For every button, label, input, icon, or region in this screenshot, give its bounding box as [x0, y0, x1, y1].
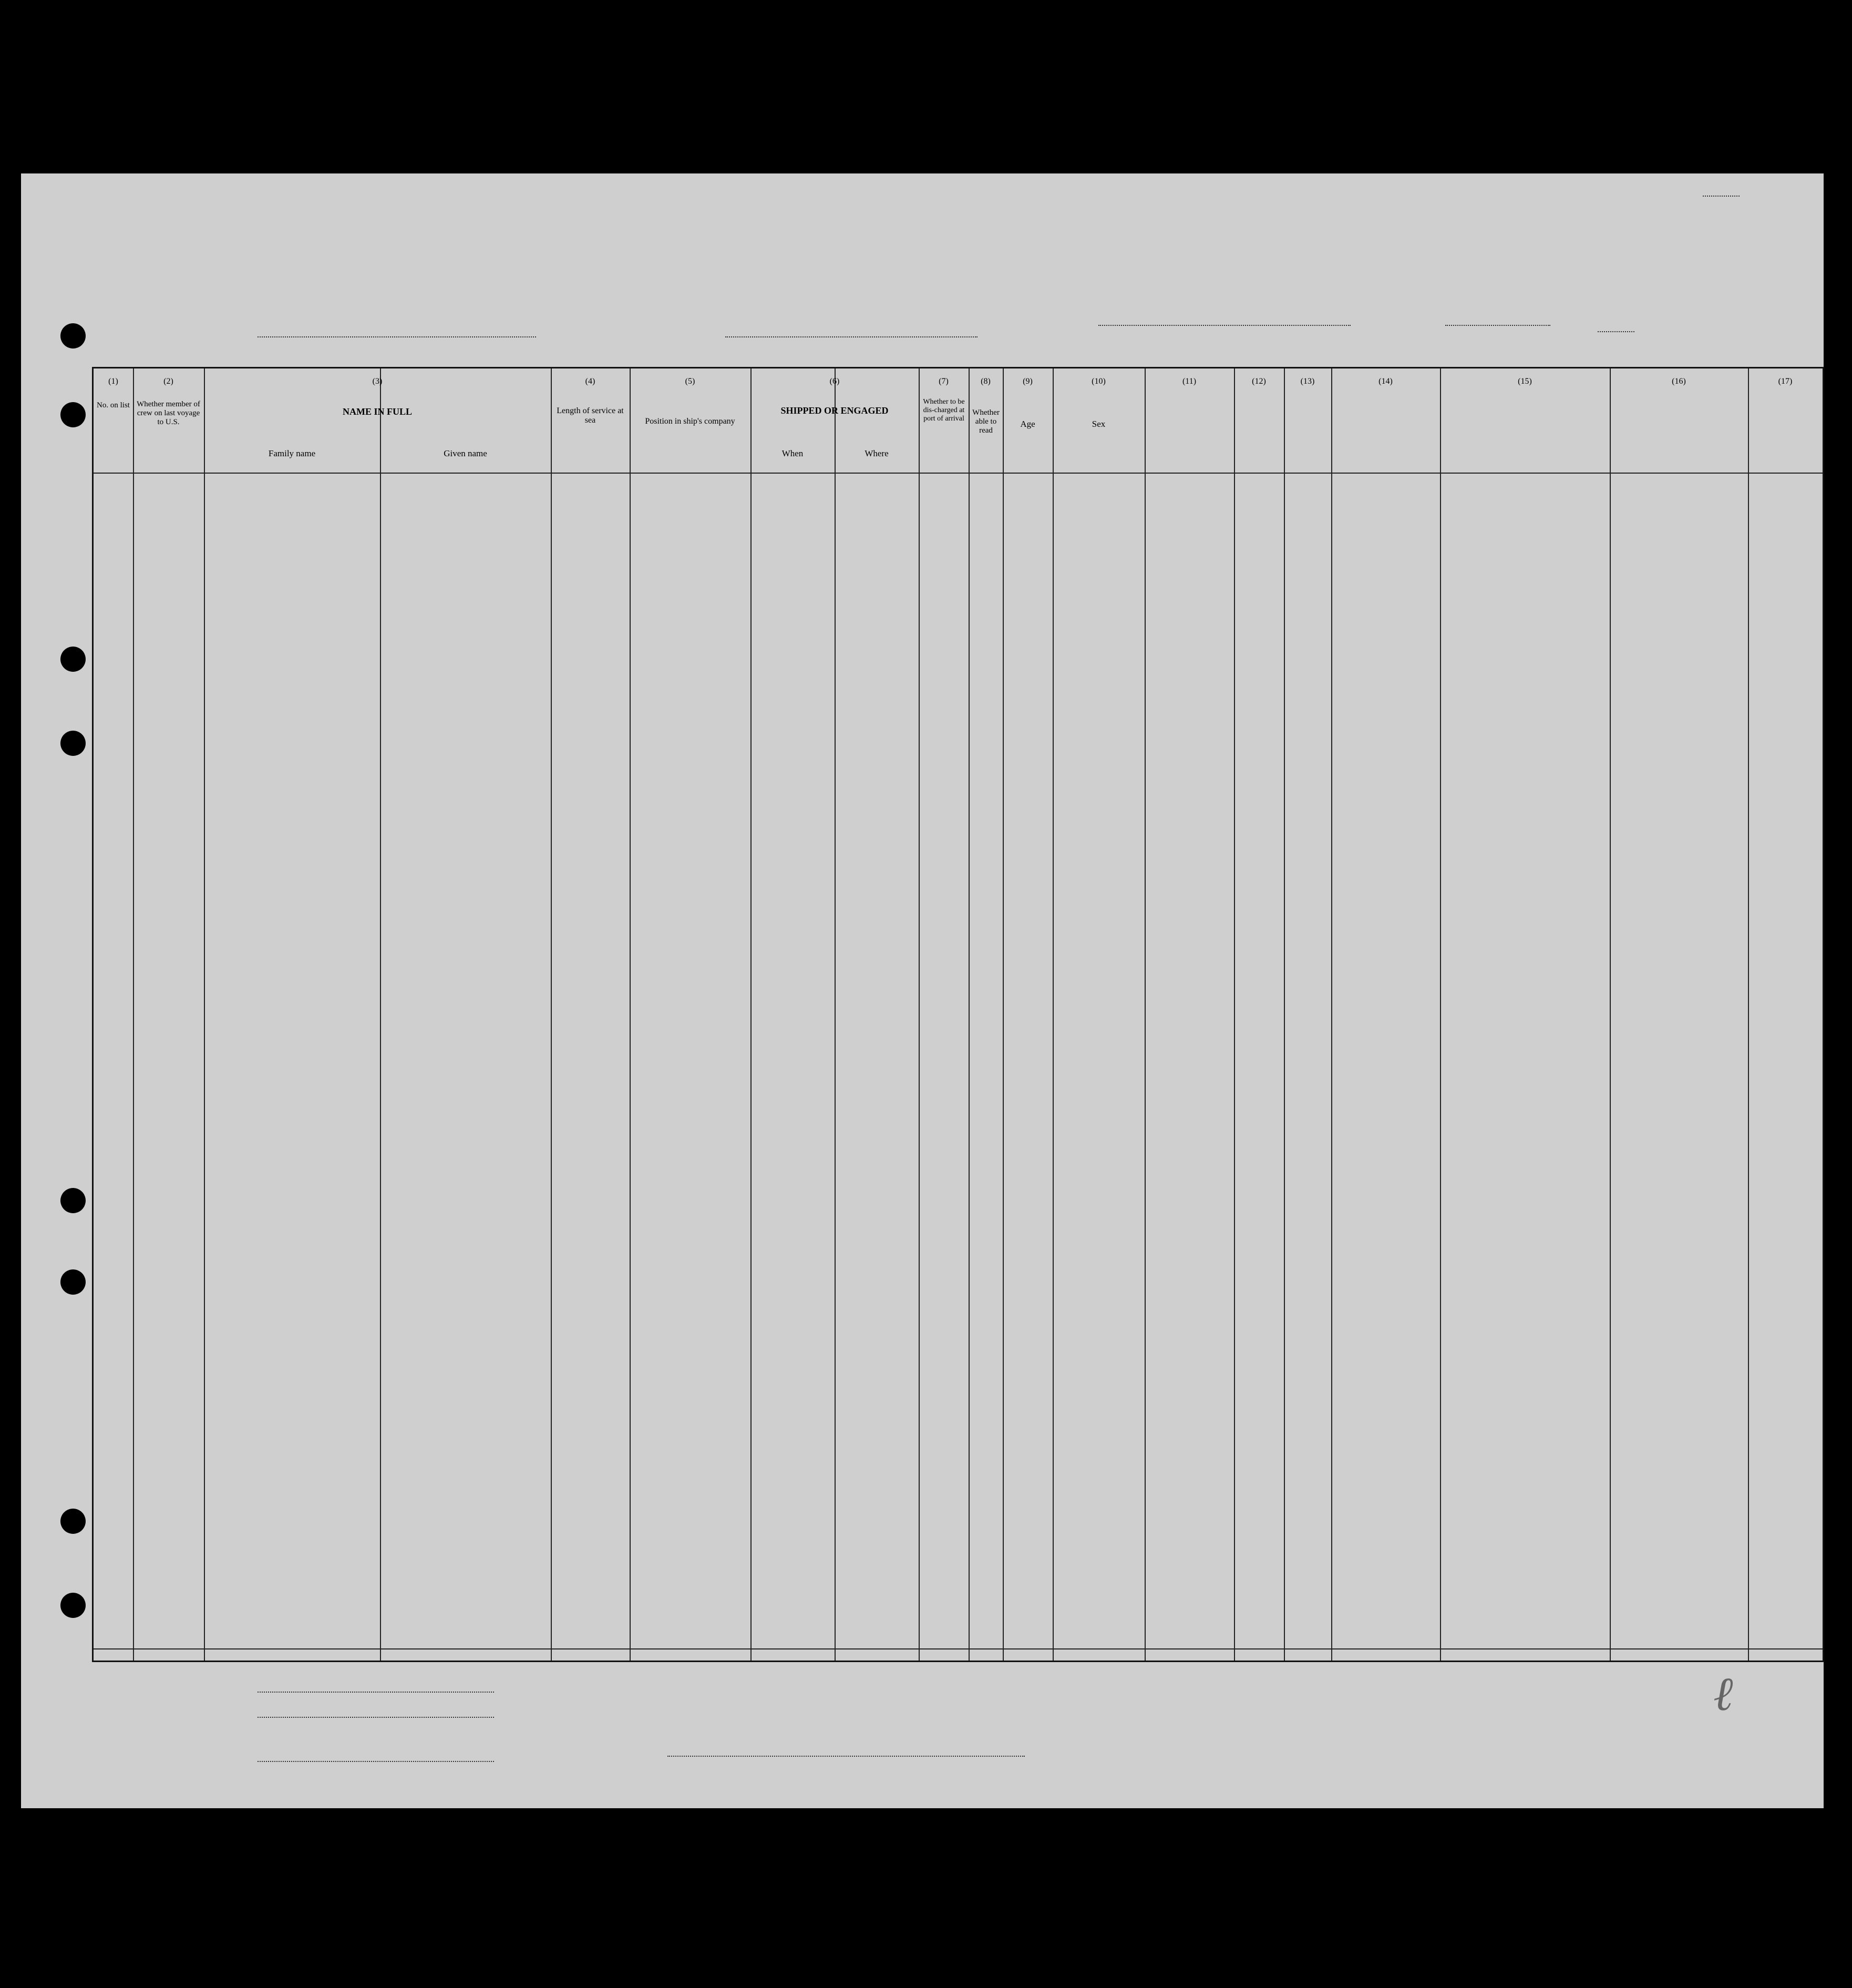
column-number-13: (13)	[1300, 377, 1315, 386]
column-number-6: (6)	[829, 377, 840, 386]
column-number-17: (17)	[1778, 377, 1793, 386]
column-number-2: (2)	[163, 377, 173, 386]
binder-hole	[60, 1188, 86, 1213]
binder-hole	[60, 647, 86, 672]
column-number-14: (14)	[1378, 377, 1393, 386]
header-discharged: Whether to be dis-charged at port of arrival	[923, 398, 965, 423]
column-number-12: (12)	[1252, 377, 1266, 386]
header-where: Where	[865, 448, 889, 458]
header-name-in-full: NAME IN FULL	[342, 406, 412, 417]
owners-value	[258, 1717, 494, 1718]
header-able-to-read: Whether able to read	[972, 408, 1000, 435]
crew-table	[92, 367, 1824, 1662]
signature-line	[667, 1756, 1025, 1757]
local-agents-line	[258, 1761, 494, 1762]
header-family-name: Family name	[268, 448, 316, 458]
column-number-8: (8)	[981, 377, 991, 386]
departure-port	[725, 336, 978, 337]
arrival-port	[1098, 325, 1351, 326]
binder-hole	[60, 1509, 86, 1534]
binder-hole	[60, 1593, 86, 1618]
column-number-9: (9)	[1023, 377, 1033, 386]
header-length-of-service: Length of service at sea	[557, 406, 624, 425]
header-no-on-list: No. on list	[97, 401, 130, 409]
corner-mark: ℓ	[1713, 1666, 1733, 1721]
binder-hole	[60, 402, 86, 427]
header-sex: Sex	[1092, 419, 1106, 429]
column-number-3: (3)	[372, 377, 383, 386]
sheet-number	[1703, 196, 1740, 197]
header-when: When	[781, 448, 804, 458]
column-number-15: (15)	[1518, 377, 1532, 386]
column-number-4: (4)	[585, 377, 595, 386]
binder-hole	[60, 1269, 86, 1295]
header-shipped-or-engaged: SHIPPED OR ENGAGED	[780, 405, 889, 416]
column-number-10: (10)	[1092, 377, 1106, 386]
header-position: Position in ship's company	[645, 417, 735, 426]
binder-hole	[60, 731, 86, 756]
arrival-year	[1598, 331, 1634, 332]
column-number-1: (1)	[108, 377, 118, 386]
column-number-7: (7)	[939, 377, 949, 386]
column-number-5: (5)	[685, 377, 695, 386]
header-given-name: Given name	[444, 448, 487, 458]
binder-hole	[60, 323, 86, 349]
arrival-date	[1445, 325, 1550, 326]
column-number-11: (11)	[1182, 377, 1197, 386]
header-previous-voyage: Whether member of crew on last voyage to U.S.	[137, 400, 200, 426]
header-age: Age	[1020, 419, 1035, 429]
column-number-16: (16)	[1672, 377, 1686, 386]
vessel-name	[258, 336, 536, 337]
line-value	[258, 1692, 494, 1693]
